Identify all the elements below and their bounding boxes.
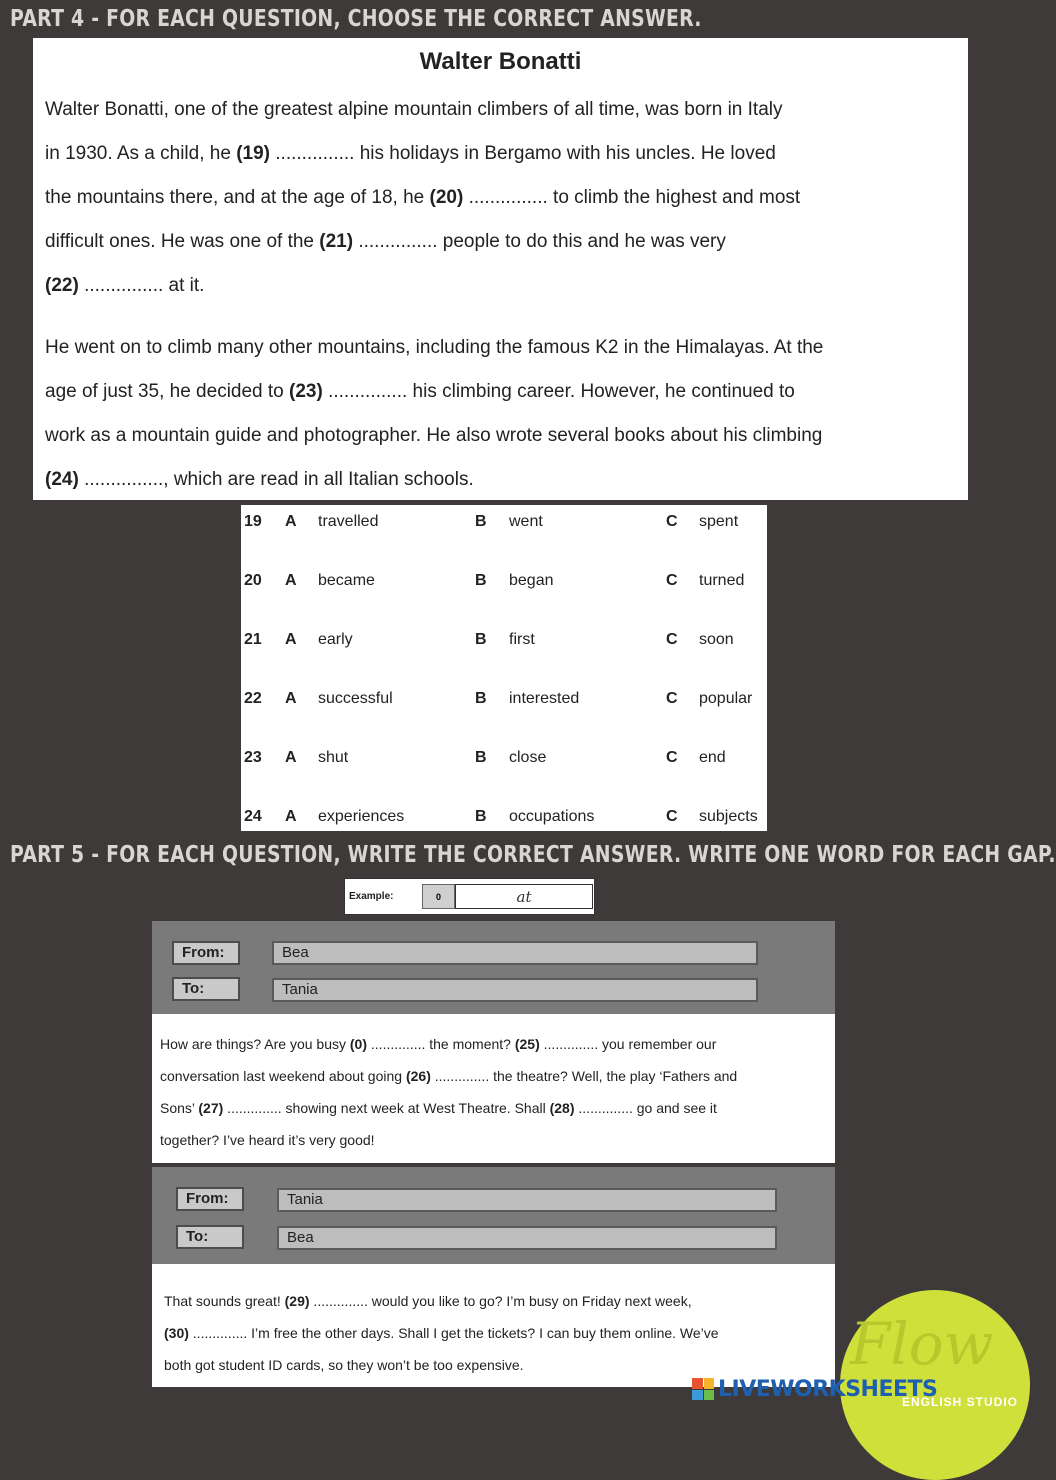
- from-field: Bea: [272, 941, 758, 965]
- gap-26: (26): [405, 1068, 431, 1084]
- liveworksheets-icon: [692, 1378, 714, 1400]
- option-c[interactable]: spent: [699, 513, 739, 530]
- to-label: To:: [172, 977, 240, 1001]
- option-letter-c: C: [666, 808, 678, 825]
- gap-27: (27): [198, 1100, 224, 1116]
- option-a[interactable]: successful: [318, 690, 393, 707]
- question-number: 21: [244, 631, 262, 648]
- option-letter-c: C: [666, 513, 678, 530]
- from-label: From:: [176, 1187, 244, 1211]
- flow-logo-subtext: ENGLISH STUDIO: [902, 1395, 1019, 1409]
- option-a[interactable]: shut: [318, 749, 349, 766]
- option-c[interactable]: subjects: [699, 808, 758, 825]
- passage-line: in 1930. As a child, he (19) ............... his holidays in Bergamo with his uncles. He loved: [45, 143, 776, 164]
- option-letter-c: C: [666, 690, 678, 707]
- gap-30: (30): [164, 1325, 189, 1341]
- option-row-23: [241, 741, 767, 800]
- option-letter-a: A: [285, 690, 297, 707]
- question-number: 22: [244, 690, 262, 707]
- example-answer: at: [455, 884, 593, 909]
- email-line: both got student ID cards, so they won’t be too expensive.: [164, 1357, 524, 1373]
- part4-heading: PART 4 - FOR EACH QUESTION, CHOOSE THE CORRECT ANSWER.: [10, 6, 702, 32]
- question-number: 20: [244, 572, 262, 589]
- option-a[interactable]: travelled: [318, 513, 379, 530]
- to-field: Tania: [272, 978, 758, 1002]
- option-letter-c: C: [666, 631, 678, 648]
- option-a[interactable]: became: [318, 572, 375, 589]
- email-header: [152, 1167, 835, 1264]
- option-letter-b: B: [475, 808, 487, 825]
- passage-title: Walter Bonatti: [419, 48, 582, 75]
- passage-line: work as a mountain guide and photographer. He also wrote several books about his climbing: [45, 425, 823, 446]
- passage-line: difficult ones. He was one of the (21) ............... people to do this and he was very: [45, 231, 726, 252]
- question-number: 23: [244, 749, 262, 766]
- question-number: 19: [244, 513, 262, 530]
- option-letter-b: B: [475, 572, 487, 589]
- gap-29: (29): [284, 1293, 310, 1309]
- email-line: conversation last weekend about going (26) .............. the theatre? Well, the play ‘Fathers and: [160, 1068, 738, 1084]
- reading-passage: [33, 38, 968, 500]
- option-b[interactable]: began: [509, 572, 554, 589]
- gap-25: (25): [514, 1036, 540, 1052]
- from-field: Tania: [277, 1188, 777, 1212]
- example-label: Example:: [349, 891, 394, 902]
- option-b[interactable]: occupations: [509, 808, 595, 825]
- answer-options-table: [241, 505, 767, 831]
- passage-line: age of just 35, he decided to (23) ............... his climbing career. However, he continued to: [45, 381, 795, 402]
- email-line: Sons’ (27) .............. showing next week at West Theatre. Shall (28) .............. go and see it: [160, 1100, 717, 1116]
- gap-19: (19): [236, 143, 270, 164]
- gap-23: (23): [289, 381, 323, 402]
- email-from-tania: [152, 1167, 835, 1387]
- liveworksheets-text: LIVEWORKSHEETS: [718, 1376, 938, 1402]
- email-line: How are things? Are you busy (0) .............. the moment? (25) .............. you remember our: [160, 1036, 717, 1052]
- gap-0: (0): [349, 1036, 368, 1052]
- gap-21: (21): [319, 231, 354, 252]
- example-box: [344, 878, 595, 915]
- option-letter-b: B: [475, 513, 487, 530]
- option-c[interactable]: popular: [699, 690, 753, 707]
- email-line: That sounds great! (29) .............. would you like to go? I’m busy on Friday next week,: [164, 1293, 692, 1309]
- liveworksheets-logo[interactable]: [692, 1377, 937, 1401]
- option-row-20: [241, 564, 767, 623]
- option-a[interactable]: experiences: [318, 808, 405, 825]
- option-letter-b: B: [475, 631, 487, 648]
- option-b[interactable]: close: [509, 749, 547, 766]
- option-letter-a: A: [285, 513, 297, 530]
- flow-logo-text: Flow: [850, 1310, 994, 1378]
- question-number: 24: [244, 808, 262, 825]
- email-body: [152, 1014, 835, 1156]
- example-number: 0: [422, 884, 455, 909]
- to-field: Bea: [277, 1226, 777, 1250]
- option-c[interactable]: turned: [699, 572, 745, 589]
- option-letter-c: C: [666, 749, 678, 766]
- option-b[interactable]: went: [509, 513, 543, 530]
- passage-line: the mountains there, and at the age of 18, he (20) ............... to climb the highest and most: [45, 187, 801, 208]
- option-b[interactable]: first: [509, 631, 535, 648]
- option-row-22: [241, 682, 767, 741]
- option-letter-a: A: [285, 631, 297, 648]
- option-letter-b: B: [475, 749, 487, 766]
- option-b[interactable]: interested: [509, 690, 580, 707]
- part5-heading: PART 5 - FOR EACH QUESTION, WRITE THE CORRECT ANSWER. WRITE ONE WORD FOR EACH GAP.: [10, 842, 1056, 868]
- option-letter-b: B: [475, 690, 487, 707]
- passage-line: He went on to climb many other mountains, including the famous K2 in the Himalayas. At the: [45, 337, 824, 358]
- option-a[interactable]: early: [318, 631, 353, 648]
- gap-24: (24): [45, 469, 79, 490]
- email-body: [152, 1264, 835, 1381]
- passage-line: Walter Bonatti, one of the greatest alpine mountain climbers of all time, was born in Italy: [45, 99, 783, 120]
- gap-22: (22): [45, 275, 79, 296]
- email-line: together? I’ve heard it’s very good!: [160, 1132, 375, 1148]
- email-line: (30) .............. I’m free the other days. Shall I get the tickets? I can buy them online. We’ve: [164, 1325, 719, 1341]
- from-label: From:: [172, 941, 240, 965]
- option-row-21: [241, 623, 767, 682]
- option-row-19: [241, 505, 767, 564]
- to-label: To:: [176, 1225, 244, 1249]
- gap-28: (28): [549, 1100, 575, 1116]
- gap-20: (20): [429, 187, 464, 208]
- option-c[interactable]: soon: [699, 631, 734, 648]
- option-c[interactable]: end: [699, 749, 726, 766]
- option-letter-a: A: [285, 749, 297, 766]
- option-letter-a: A: [285, 572, 297, 589]
- email-from-bea: [152, 921, 835, 1163]
- passage-line: (24) ..............., which are read in all Italian schools.: [45, 469, 474, 490]
- option-letter-c: C: [666, 572, 678, 589]
- option-letter-a: A: [285, 808, 297, 825]
- email-header: [152, 921, 835, 1014]
- passage-line: (22) ............... at it.: [45, 275, 205, 296]
